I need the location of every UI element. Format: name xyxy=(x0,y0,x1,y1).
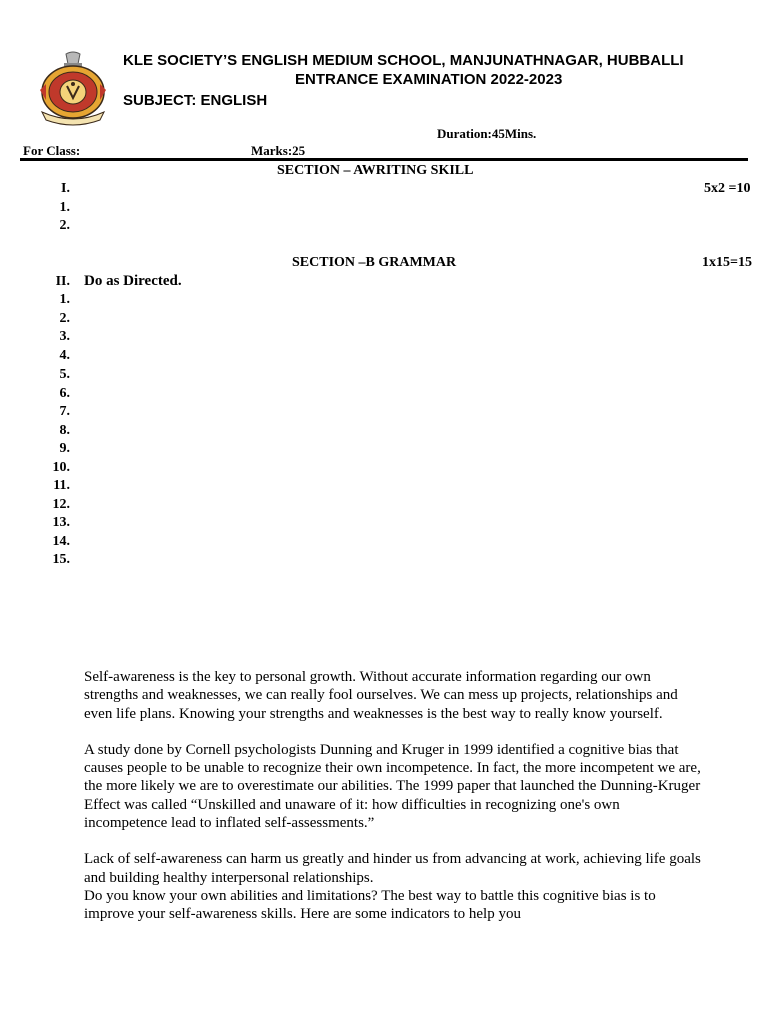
list-item: 5. xyxy=(59,367,70,382)
subject-line: SUBJECT: ENGLISH xyxy=(123,92,268,109)
passage-paragraph-3a: Lack of self-awareness can harm us greatly and hinder us from advancing at work, achieving life goals and building healthy interpersonal relationships. xyxy=(84,851,701,886)
section-a-marks: 5x2 =10 xyxy=(704,181,751,196)
passage-paragraph-2: A study done by Cornell psychologists Dunning and Kruger in 1999 identified a cognitive bias that causes people to be unable to recognize their own incompetence. In fact, the more incompetent we are, the more likely we are to overestimate our abilities. The 1999 paper that launched the Dunning-Kruger Effect was called “Unskilled and unaware of it: how difficulties in recognizing one's own incompetence lead to inflated self-assessments.” xyxy=(84,741,701,832)
passage-paragraph-3b: Do you know your own abilities and limitations? The best way to battle this cognitive bias is to improve your self-awareness skills. Here are some indicators to help you xyxy=(84,887,656,923)
section-a-item: 1. xyxy=(59,200,70,215)
reading-passage xyxy=(84,668,704,924)
school-crest-icon xyxy=(36,50,110,126)
list-item: 10. xyxy=(52,460,70,475)
school-name: KLE SOCIETY’S ENGLISH MEDIUM SCHOOL, MANJUNATHNAGAR, HUBBALLI xyxy=(123,52,684,69)
exam-title: ENTRANCE EXAMINATION 2022-2023 xyxy=(295,71,563,88)
section-a-roman: I. xyxy=(61,181,70,196)
list-item: 3. xyxy=(59,329,70,344)
list-item: 7. xyxy=(59,404,70,419)
list-item: 6. xyxy=(59,386,70,401)
for-class: For Class: xyxy=(23,143,81,158)
list-item: 14. xyxy=(52,534,70,549)
list-item: 12. xyxy=(52,497,70,512)
section-a-title: SECTION – AWRITING SKILL xyxy=(277,163,474,178)
section-b-marks: 1x15=15 xyxy=(702,255,752,270)
section-b-instruction: Do as Directed. xyxy=(84,273,182,289)
list-item: 15. xyxy=(52,552,70,567)
list-item: 2. xyxy=(59,311,70,326)
header-divider xyxy=(20,158,748,161)
duration: Duration:45Mins. xyxy=(437,126,537,141)
list-item: 9. xyxy=(59,441,70,456)
list-item: 13. xyxy=(52,515,70,530)
marks: Marks:25 xyxy=(251,143,306,158)
passage-paragraph-1: Self-awareness is the key to personal growth. Without accurate information regarding our own strengths and weaknesses, we can really fool ourselves. We can mess up projects, relationships and even life plans. Knowing your strengths and weaknesses is the best way to really know yourself. xyxy=(84,669,678,722)
list-item: 1. xyxy=(59,292,70,307)
section-b-title: SECTION –B GRAMMAR xyxy=(292,255,457,270)
list-item: 11. xyxy=(53,478,70,493)
section-a-item: 2. xyxy=(59,218,70,233)
section-b-roman: II. xyxy=(55,274,70,289)
list-item: 4. xyxy=(59,348,70,363)
list-item: 8. xyxy=(59,423,70,438)
